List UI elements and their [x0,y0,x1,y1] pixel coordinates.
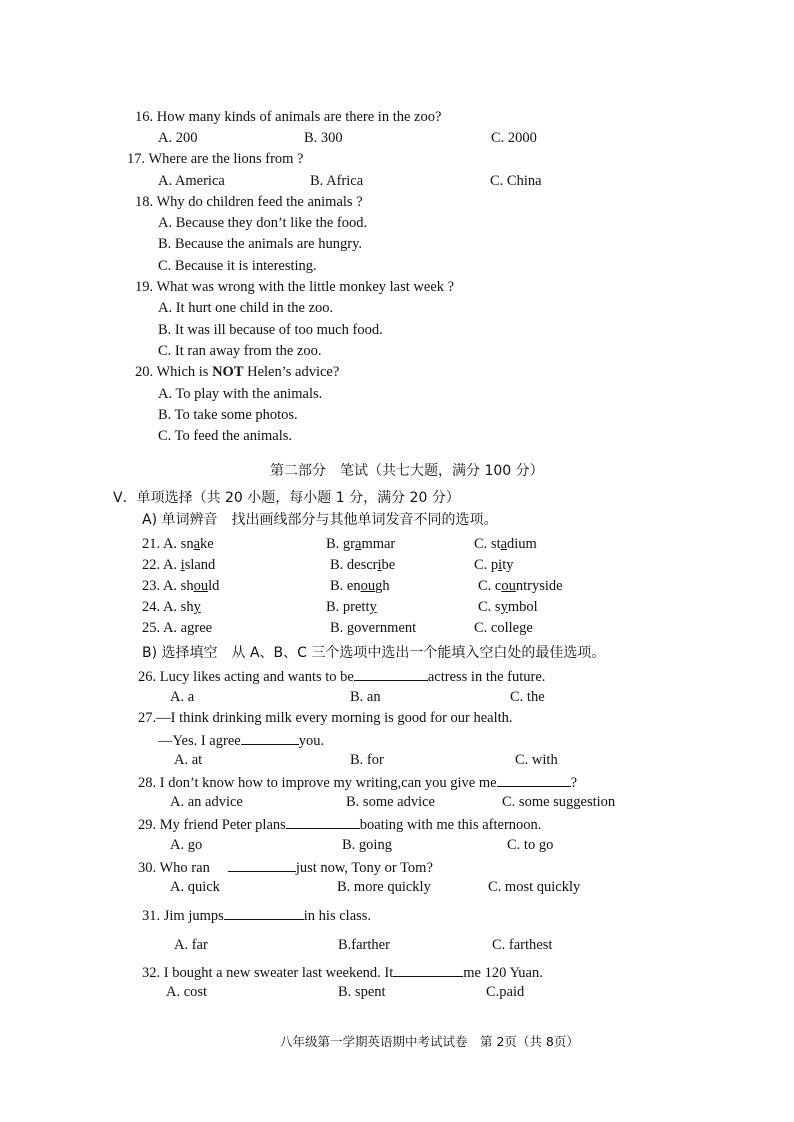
q19-option-c: C. It ran away from the zoo. [158,343,322,359]
q28-option-a: A. an advice [170,794,243,810]
q31-option-b: B.farther [338,937,390,953]
q16-option-c: C. 2000 [491,130,537,146]
q27-option-a: A. at [174,752,203,768]
question-21-c: C. stadium [474,536,537,552]
answer-blank [241,730,299,745]
q20-option-a: A. To play with the animals. [158,386,323,402]
question-20 [135,363,339,381]
q32-option-c: C.paid [486,984,525,1000]
answer-blank [224,905,304,920]
question-16: 16. How many kinds of animals are there in the zoo? [135,109,442,125]
question-21-b: B. grammar [326,536,396,552]
question-29: 29. My friend Peter plans boating with me this afternoon. [138,814,541,834]
question-25-a: 25. A. agree [142,620,213,636]
question-22-a: 22. A. island [142,557,216,573]
answer-blank [497,772,571,787]
question-27: 27.—I think drinking milk every morning is good for our health. [138,710,513,726]
q18-option-c: C. Because it is interesting. [158,258,317,274]
answer-blank [286,814,360,829]
q30-option-a: A. quick [170,879,220,895]
q26-option-c: C. the [510,689,545,705]
question-22-b: B. describe [330,557,396,573]
question-26: 26. Lucy likes acting and wants to be actress in the future. [138,666,545,686]
question-24-b: B. pretty [326,599,377,615]
question-18: 18. Why do children feed the animals ? [135,194,363,210]
q20-stem-pre: 20. Which is [135,364,213,380]
q17-option-a: A. America [158,173,225,189]
section-five-header: V．单项选择（共 20 小题，每小题 1 分，满分 20 分） [113,490,460,506]
q29-option-c: C. to go [507,837,554,853]
question-22-c: C. pity [474,557,514,573]
q31-option-c: C. farthest [492,937,553,953]
q20-stem-bold: NOT [212,364,244,380]
q29-option-b: B. going [342,837,392,853]
question-23-b: B. enough [330,578,390,594]
part-two-header: 第二部分 笔试（共七大题，满分 100 分） [270,463,544,479]
question-25-b: B. government [330,620,417,636]
question-19: 19. What was wrong with the little monkey last week ? [135,279,455,295]
q32-option-a: A. cost [166,984,208,1000]
question-25-c: C. college [474,620,533,636]
q18-option-b: B. Because the animals are hungry. [158,236,363,252]
page-footer: 八年级第一学期英语期中考试试卷 第 2页（共 8页） [280,1034,579,1049]
q30-option-c: C. most quickly [488,879,581,895]
sub-section-b-header: B) 选择填空 从 A、B、C 三个选项中选出一个能填入空白处的最佳选项。 [142,645,606,661]
q18-option-a: A. Because they don’t like the food. [158,215,368,231]
q20-option-c: C. To feed the animals. [158,428,293,444]
q26-option-a: A. a [170,689,195,705]
q27-option-b: B. for [350,752,384,768]
q26-option-b: B. an [350,689,381,705]
question-23-a: 23. A. should [142,578,220,594]
q27-option-c: C. with [515,752,558,768]
question-31: 31. Jim jumps in his class. [142,905,371,925]
question-32: 32. I bought a new sweater last weekend. It me 120 Yuan. [142,962,543,982]
q20-stem-post: Helen’s advice? [243,364,340,380]
q19-option-a: A. It hurt one child in the zoo. [158,300,334,316]
question-30: 30. Who ran just now, Tony or Tom? [138,857,433,877]
answer-blank [393,962,463,977]
q32-option-b: B. spent [338,984,386,1000]
q28-option-b: B. some advice [346,794,435,810]
q16-option-b: B. 300 [304,130,343,146]
q30-option-b: B. more quickly [337,879,431,895]
q20-option-b: B. To take some photos. [158,407,298,423]
question-24-c: C. symbol [478,599,538,615]
q19-option-b: B. It was ill because of too much food. [158,322,383,338]
answer-blank [354,666,428,681]
answer-blank [228,857,296,872]
q28-option-c: C. some suggestion [502,794,616,810]
q17-option-b: B. Africa [310,173,364,189]
q31-option-a: A. far [174,937,208,953]
question-27-reply: —Yes. I agree you. [158,730,324,750]
question-21-a: 21. A. snake [142,536,214,552]
question-23-c: C. countryside [478,578,563,594]
question-24-a: 24. A. shy [142,599,201,615]
q16-option-a: A. 200 [158,130,198,146]
question-17: 17. Where are the lions from ? [127,151,304,167]
q29-option-a: A. go [170,837,203,853]
sub-section-a-header: A) 单词辨音 找出画线部分与其他单词发音不同的选项。 [142,512,498,528]
q17-option-c: C. China [490,173,542,189]
question-28: 28. I don’t know how to improve my writing,can you give me ? [138,772,577,792]
